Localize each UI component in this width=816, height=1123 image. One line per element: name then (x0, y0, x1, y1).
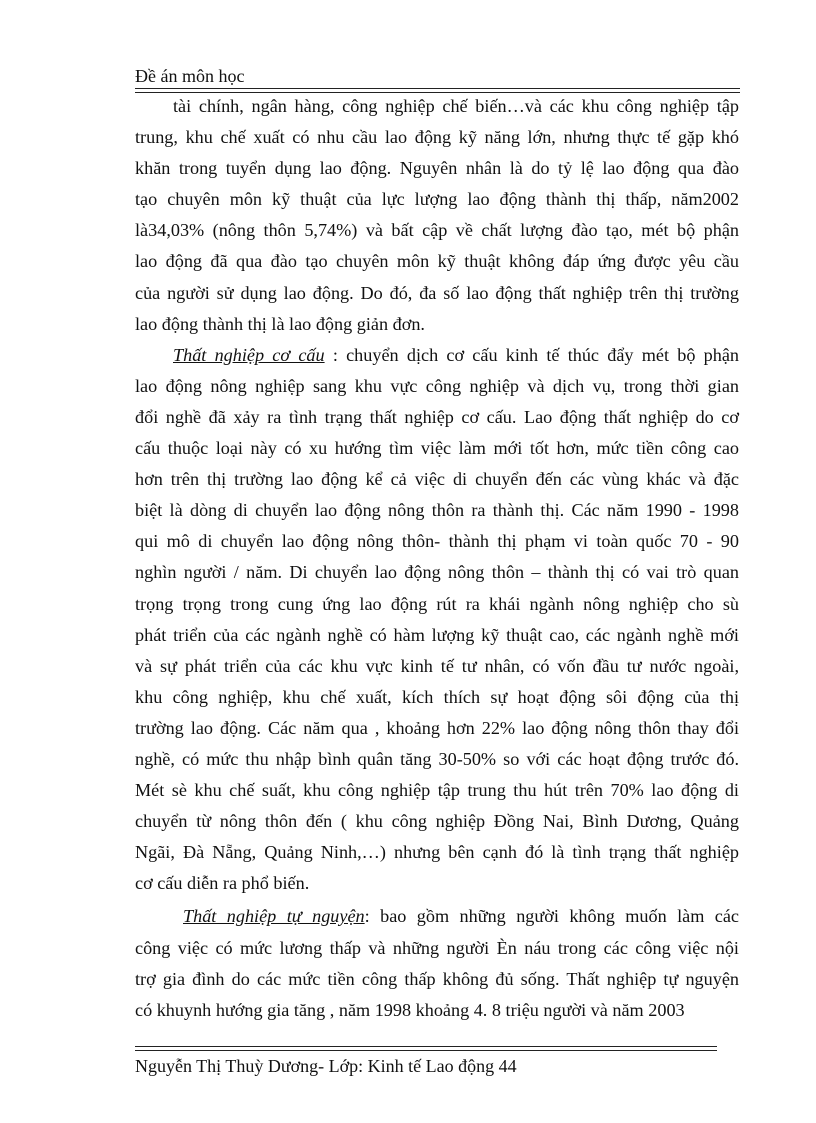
text-line: nghề, có mức thu nhập bình quân tăng 30-50% so với các hoạt động trước đó. (135, 748, 739, 769)
text-line: trọng trọng trong cung ứng lao động rút ra khái ngành nông nghiệp cho sù (135, 593, 739, 614)
paragraph-structural-unemployment (135, 340, 739, 900)
text-line: trường lao động. Các năm qua , khoảng hơn 22% lao động nông thôn thay đổi (135, 717, 739, 738)
text-line: lao động đã qua đào tạo chuyên môn kỹ thuật không đáp ứng được yêu cầu (135, 251, 739, 272)
text-line: Mét sè khu chế suất, khu công nghiệp tập trung thu hút trên 70% lao động di (135, 780, 739, 801)
text-line: chuyển từ nông thôn đến ( khu công nghiệp Đồng Nai, Bình Dương, Quảng (135, 811, 739, 832)
paragraph-voluntary-unemployment (135, 901, 739, 1025)
text-line (135, 340, 739, 371)
text-line: nghìn người / năm. Di chuyển lao động nông thôn – thành thị có vai trò quan (135, 562, 739, 583)
text-run: : chuyển dịch cơ cấu kinh tế thúc đẩy mét bộ phận (324, 344, 739, 365)
text-line: đổi nghề đã xảy ra tình trạng thất nghiệp cơ cấu. Lao động thất nghiệp do cơ (135, 406, 739, 427)
text-line: trung, khu chế xuất có nhu cầu lao động kỹ năng lớn, nhưng thực tế gặp khó (135, 127, 739, 148)
text-line: phát triển của các ngành nghề có hàm lượng kỹ thuật cao, các ngành nghề mới (135, 624, 739, 645)
page-footer-author: Nguyễn Thị Thuỳ Dương- Lớp: Kinh tế Lao động 44 (135, 1056, 517, 1076)
text-line: của người sử dụng lao động. Do đó, đa số lao động thất nghiệp trên thị trường (135, 282, 739, 303)
term-structural-unemployment: Thất nghiệp cơ cấu (173, 344, 325, 365)
text-line: trợ gia đình do các mức tiền công thấp không đủ sống. Thất nghiệp tự nguyện (135, 968, 739, 989)
text-line: khăn trong tuyển dụng lao động. Nguyên nhân là do tỷ lệ lao động qua đào (135, 158, 739, 179)
term-voluntary-unemployment: Thất nghiệp tự nguyện (183, 906, 365, 927)
text-line: cấu thuộc loại này có xu hướng tìm việc làm mới tốt hơn, mức tiền công cao (135, 438, 739, 459)
text-line: khu công nghiệp, khu chế xuất, kích thích sự hoạt động sôi động của thị (135, 686, 739, 707)
text-line: cơ cấu diễn ra phổ biến. (135, 873, 310, 894)
text-line: có khuynh hướng gia tăng , năm 1998 khoảng 4. 8 triệu người và năm 2003 (135, 999, 685, 1020)
text-line (135, 901, 739, 932)
text-line: lao động nông nghiệp sang khu vực công nghiệp và dịch vụ, trong thời gian (135, 375, 739, 396)
text-line: lao động thành thị là lao động giản đơn. (135, 313, 425, 334)
document-body (135, 91, 739, 1026)
text-line: và sự phát triển của các khu vực kinh tế tư nhân, có vốn đầu tư nước ngoài, (135, 655, 739, 676)
footer-divider (135, 1046, 717, 1051)
text-line: biệt là dòng di chuyển lao động nông thôn ra thành thị. Các năm 1990 - 1998 (135, 500, 739, 521)
page-header-title: Đề án môn học (135, 66, 245, 86)
text-line: qui mô di chuyển lao động nông thôn- thành thị phạm vi toàn quốc 70 - 90 (135, 531, 739, 552)
text-line: Ngãi, Đà Nẵng, Quảng Ninh,…) nhưng bên cạnh đó là tình trạng thất nghiệp (135, 842, 739, 863)
text-run: : bao gồm những người không muốn làm các (364, 906, 739, 927)
text-line: tạo chuyên môn kỹ thuật của lực lượng lao động thành thị thấp, năm2002 (135, 189, 739, 210)
paragraph-1 (135, 91, 739, 340)
text-line: là34,03% (nông thôn 5,74%) và bất cập về chất lượng đào tạo, mét bộ phận (135, 220, 739, 241)
text-line: tài chính, ngân hàng, công nghiệp chế biến…và các khu công nghiệp tập (173, 96, 739, 116)
text-line: hơn trên thị trường lao động kể cả việc di chuyển đến các vùng khác và đặc (135, 469, 739, 490)
text-line: công việc có mức lương thấp và những người Èn náu trong các công việc nội (135, 937, 739, 958)
